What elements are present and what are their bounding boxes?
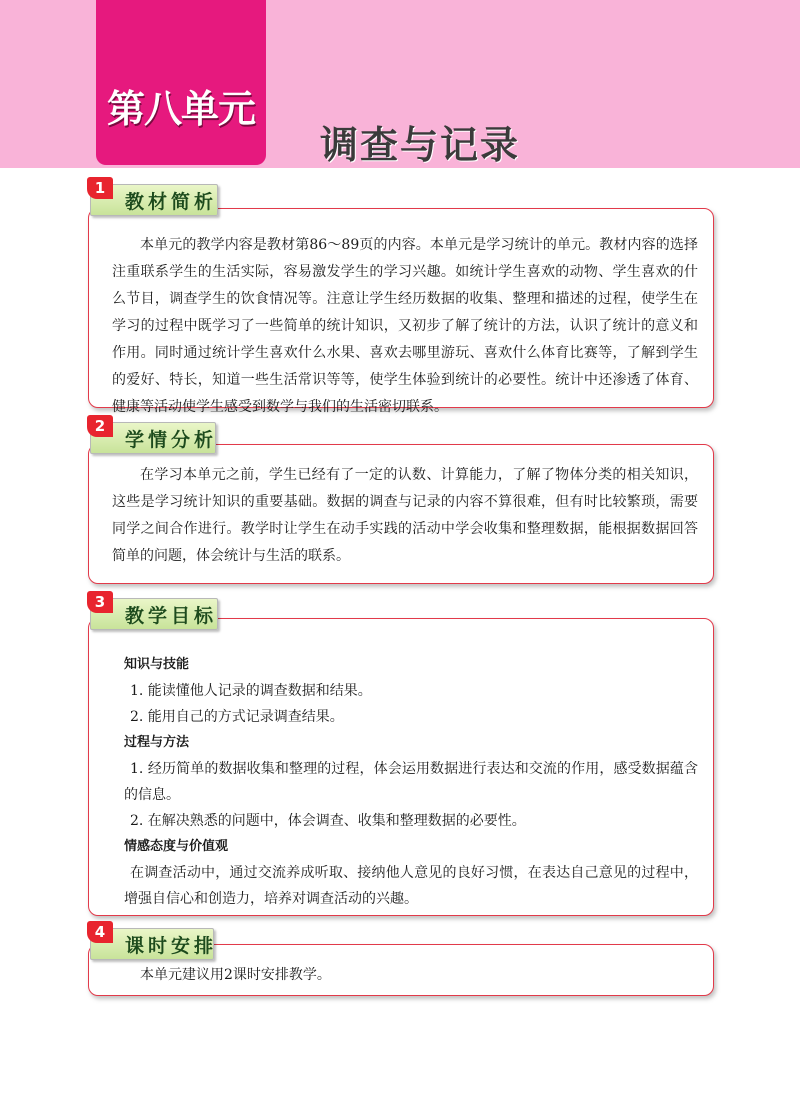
section-body: 本单元建议用2课时安排教学。 xyxy=(140,967,331,983)
section-learner-analysis xyxy=(86,417,714,584)
section-number-badge: 2 xyxy=(87,415,113,437)
unit-title: 调查与记录 xyxy=(320,123,521,167)
section-lesson-schedule xyxy=(86,923,714,996)
section-tab xyxy=(90,593,218,630)
section-body: 在学习本单元之前，学生已经有了一定的认数、计算能力，了解了物体分类的相关知识，这些是学习统计知识的重要基础。数据的调查与记录的内容不算很难，但有时比较繁琐，需要同学之间合作进行。教学时让学生在动手实践的活动中学会收集和整理数据，能根据数据回答简单的问题，体会统计与生活的联系。 xyxy=(112,467,698,564)
goal-item: 2. 能用自己的方式记录调查结果。 xyxy=(130,709,344,725)
section-title: 教学目标 xyxy=(125,605,218,627)
section-teaching-goals xyxy=(86,593,714,916)
section-textbook-analysis xyxy=(86,179,714,415)
goal-item: 1. 能读懂他人记录的调查数据和结果。 xyxy=(130,683,372,699)
section-tab xyxy=(90,923,218,960)
goals-subheading: 过程与方法 xyxy=(124,735,190,750)
section-number-badge: 4 xyxy=(87,921,113,943)
section-title: 课时安排 xyxy=(125,935,218,957)
section-number-badge: 3 xyxy=(87,591,113,613)
goals-subheading: 知识与技能 xyxy=(124,657,190,672)
goal-item: 1. 经历简单的数据收集和整理的过程，体会运用数据进行表达和交流的作用，感受数据蕴含的信息。 xyxy=(124,761,698,803)
goals-list xyxy=(124,652,698,912)
goal-item: 2. 在解决熟悉的问题中，体会调查、收集和整理数据的必要性。 xyxy=(130,813,526,829)
goal-item: 在调查活动中，通过交流养成听取、接纳他人意见的良好习惯，在表达自己意见的过程中，增强自信心和创造力，培养对调查活动的兴趣。 xyxy=(124,865,698,907)
section-tab xyxy=(90,417,218,454)
goals-subheading: 情感态度与价值观 xyxy=(124,839,229,854)
unit-label: 第八单元 xyxy=(106,87,255,131)
section-title: 学情分析 xyxy=(125,429,218,451)
section-tab xyxy=(90,179,218,216)
section-body: 本单元的教学内容是教材第86～89页的内容。本单元是学习统计的单元。教材内容的选择注重联系学生的生活实际，容易激发学生的学习兴趣。如统计学生喜欢的动物、学生喜欢的什么节目，调查学生的饮食情况等。注意让学生经历数据的收集、整理和描述的过程，使学生在学习的过程中既学习了一些简单的统计知识，又初步了解了统计的方法，认识了统计的意义和作用。同时通过统计学生喜欢什么水果、喜欢去哪里游玩、喜欢什么体育比赛等，了解到学生的爱好、特长，知道一些生活常识等等，使学生体验到统计的必要性。统计中还渗透了体育、健康等活动使学生感受到数学与我们的生活密切联系。 xyxy=(112,237,698,415)
section-title: 教材简析 xyxy=(125,191,218,213)
section-number-badge: 1 xyxy=(87,177,113,199)
